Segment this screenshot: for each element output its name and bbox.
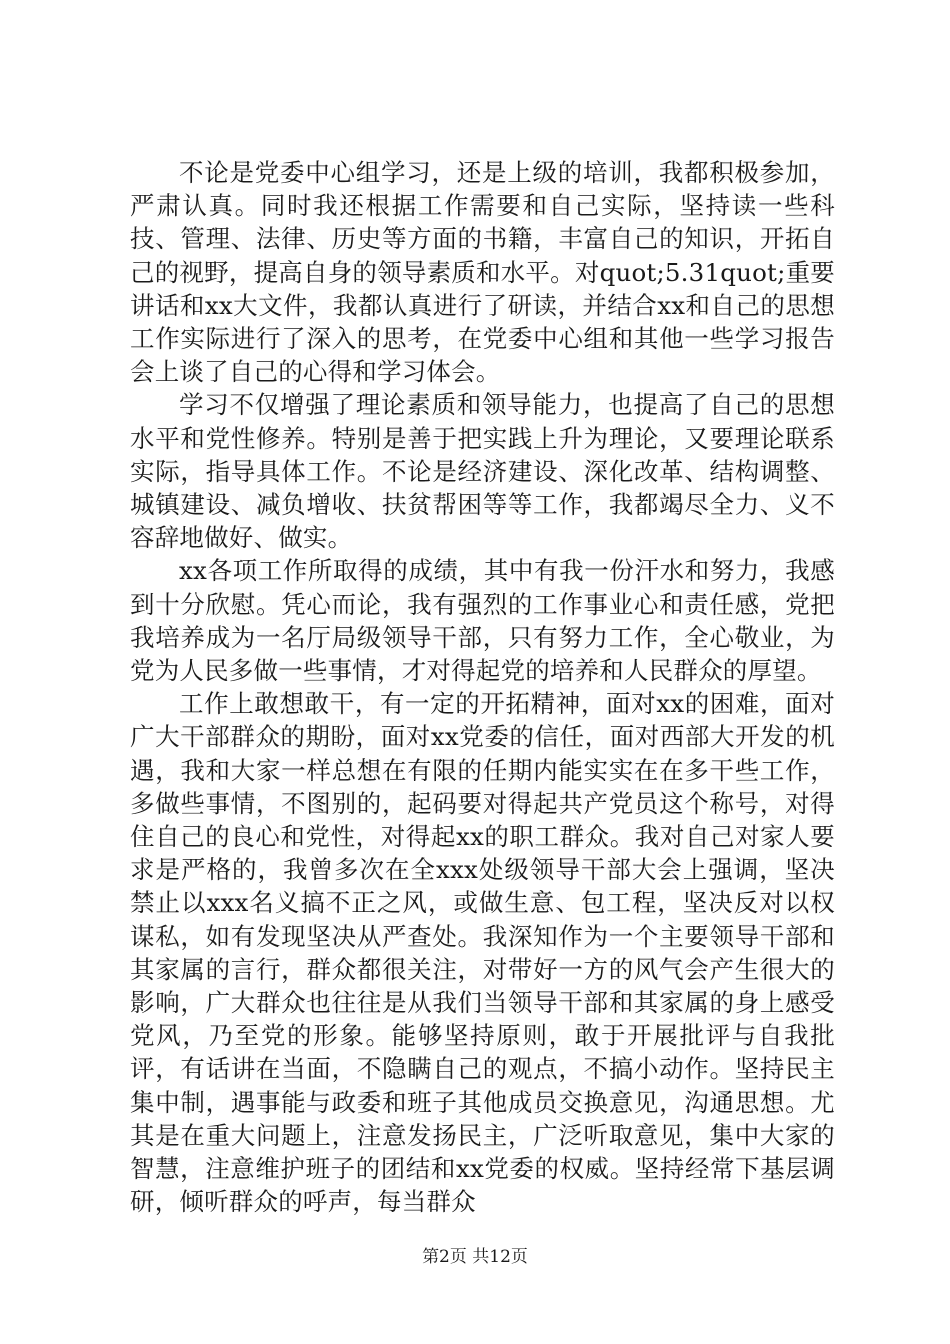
paragraph-4: 工作上敢想敢干，有一定的开拓精神，面对xx的困难，面对广大干部群众的期盼，面对xx党委的信任，面对西部大开发的机遇，我和大家一样总想在有限的任期内能实实在在多干些工作，多做些事情，不图别的，起码要对得起共产党员这个称号，对得住自己的良心和党性，对得起xx的职工群众。我对自己对家人要求是严格的，我曾多次在全xxx处级领导干部大会上强调，坚决禁止以xxx名义搞不正之风，或做生意、包工程，坚决反对以权谋私，如有发现坚决从严查处。我深知作为一个主要领导干部和其家属的言行，群众都很关注，对带好一方的风气会产生很大的影响，广大群众也往往是从我们当领导干部和其家属的身上感受党风，乃至党的形象。能够坚持原则，敢于开展批评与自我批评，有话讲在当面，不隐瞒自己的观点，不搞小动作。坚持民主集中制，遇事能与政委和班子其他成员交换意见，沟通思想。尤其是在重大问题上，注意发扬民主，广泛听取意见，集中大家的智慧，注意维护班子的团结和xx党委的权威。坚持经常下基层调研，倾听群众的呼声，每当群众 [130, 689, 835, 1217]
paragraph-2: 学习不仅增强了理论素质和领导能力，也提高了自己的思想水平和党性修养。特别是善于把实践上升为理论，又要理论联系实际，指导具体工作。不论是经济建设、深化改革、结构调整、城镇建设、减负增收、扶贫帮困等等工作，我都竭尽全力、义不容辞地做好、做实。 [130, 390, 835, 553]
page-footer: 第2页 共12页 [422, 1247, 528, 1267]
paragraph-1: 不论是党委中心组学习，还是上级的培训，我都积极参加，严肃认真。同时我还根据工作需要和自己实际，坚持读一些科技、管理、法律、历史等方面的书籍，丰富自己的知识，开拓自己的视野，提高自身的领导素质和水平。对quot;5.31quot;重要讲话和xx大文件，我都认真进行了研读，并结合xx和自己的思想工作实际进行了深入的思考，在党委中心组和其他一些学习报告会上谈了自己的心得和学习体会。 [130, 158, 835, 387]
document-body [130, 156, 835, 1219]
paragraph-3: xx各项工作所取得的成绩，其中有我一份汗水和努力，我感到十分欣慰。凭心而论，我有强烈的工作事业心和责任感，党把我培养成为一名厅局级领导干部，只有努力工作，全心敬业，为党为人民多做一些事情，才对得起党的培养和人民群众的厚望。 [130, 556, 835, 686]
